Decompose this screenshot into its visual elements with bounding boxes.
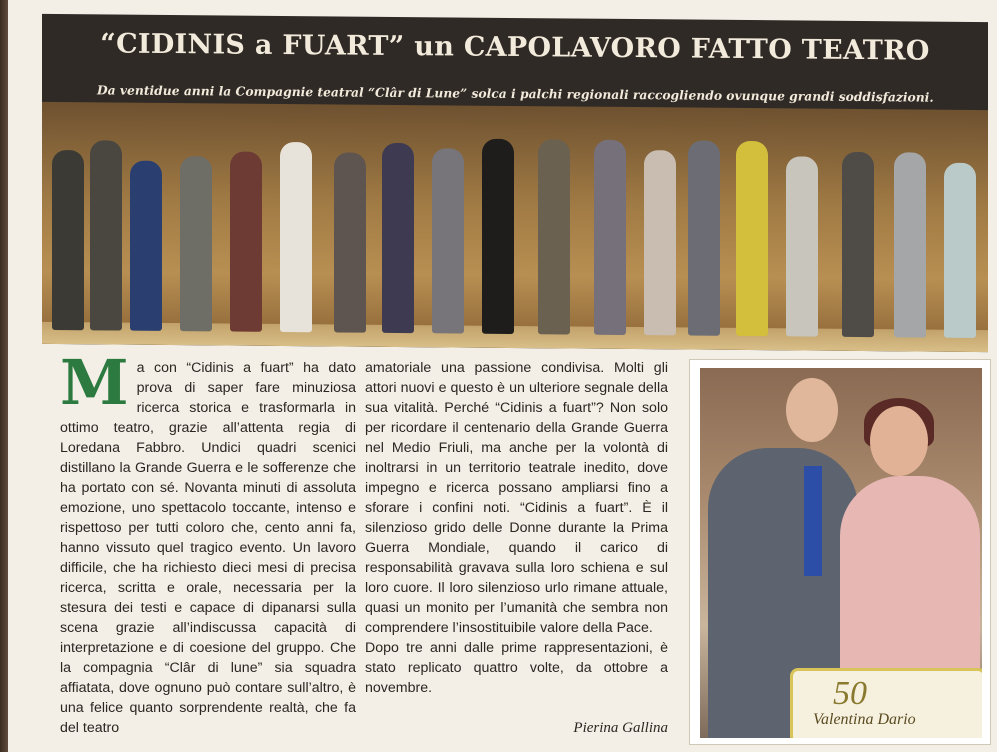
actor-figure: [130, 161, 162, 331]
actor-figure: [688, 141, 720, 336]
anniversary-photo: [690, 360, 990, 744]
photo-image: [700, 368, 982, 738]
header-banner: [42, 14, 988, 352]
actor-figure: [842, 152, 874, 337]
actor-figure: [786, 156, 818, 336]
actor-figure: [894, 152, 926, 337]
actor-figure: [52, 150, 84, 330]
anniversary-cake: [790, 668, 982, 738]
tie: [804, 466, 822, 576]
subheadline: Da ventidue anni la Compagnie teatral “Clâr di Lune” solca i palchi regionali raccogliendo ovunque grandi soddisfazioni.: [97, 82, 934, 105]
cast-photo: [42, 102, 988, 352]
article-text: Dopo tre anni dalle prime rappresentazioni, è stato replicato quattro volte, da ottobre a novembre.: [365, 640, 668, 696]
actor-figure: [90, 140, 122, 330]
woman-head: [870, 406, 928, 476]
cake-number: 50: [833, 675, 867, 712]
actor-figure: [482, 139, 514, 334]
author-signature: Pierina Gallina: [573, 720, 668, 736]
man-head: [786, 378, 838, 442]
actor-figure: [280, 142, 312, 332]
drop-cap: M: [60, 346, 129, 419]
actor-figure: [432, 148, 464, 333]
actor-figure: [180, 156, 212, 331]
actor-figure: [944, 163, 976, 338]
actor-figure: [594, 140, 626, 335]
actor-figure: [230, 152, 262, 332]
actor-figure: [538, 139, 570, 334]
actor-figure: [644, 150, 676, 335]
actor-figure: [334, 152, 366, 332]
article-text: amatoriale una passione condivisa. Molti gli attori nuovi e questo è un ulteriore segnale della sua vitalità. Perché “Cidinis a fuart”? Non solo per ricordare il centenario della Grande Guerra nel Medio Friuli, ma anche per la volontà di inoltrarsi in un territorio teatrale inedito, dove impegno e ricerca possano ampliarsi fino a sforare i confini noti. “Cidinis a fuart”. È il silenzioso grido delle Donne durante la Prima Guerra Mondiale, quando il carico di responsabilità gravava sulla loro schiena e sul loro cuore. Il loro silenzioso urlo rimane attuale, quasi un monito per l’umanità che sembra non comprendere l’insostituibile valore della Pace.: [365, 360, 668, 636]
article-text: a con “Cidinis a fuart” ha dato prova di saper fare minuziosa ricerca storica e trasformarla in ottimo teatro, grazie all’attenta regia di Loredana Fabbro. Undici quadri scenici distillano la Grande Guerra e le sofferenze che ha portato con sé. Novanta minuti di assoluta emozione, uno spettacolo toccante, intenso e rispettoso per tutti coloro che, cento anni fa, hanno vissuto quel tragico evento. Un lavoro difficile, che ha richiesto dieci mesi di precisa ricerca, scritta e orale, necessaria per la stesura dei testi e capace di dipanarsi sulla scena grazie all’indiscussa capacità di interpretazione e di coesione del gruppo. Che la compagnia “Clâr di lune” sia squadra affiatata, dove ognuno può contare sull’altro, è una felice quanto sorprendente realtà, che fa del teatro: [60, 360, 356, 736]
actor-figure: [736, 141, 768, 336]
headline: “CIDINIS a FUART” un CAPOLAVORO FATTO TEATRO: [100, 28, 930, 67]
article-column-2: [365, 358, 668, 698]
magazine-page: [8, 0, 997, 752]
actor-figure: [382, 143, 414, 333]
cake-names: Valentina Dario: [813, 711, 916, 728]
article-column-1: [60, 346, 356, 738]
